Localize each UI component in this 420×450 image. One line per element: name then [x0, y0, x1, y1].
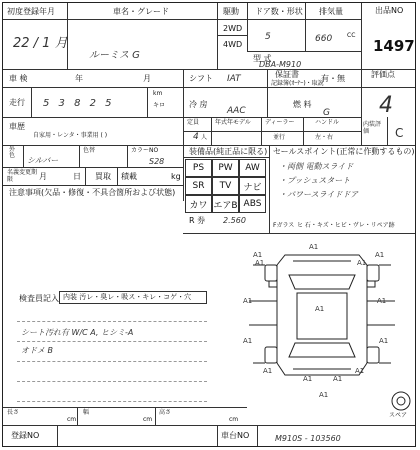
inspector-label: 検査員記入 [19, 294, 59, 303]
kg-label: kg [171, 172, 181, 181]
warranty-label: 保証書 [275, 70, 299, 79]
equipment-item: PS [185, 159, 212, 177]
damage-mark: A1 [355, 367, 365, 375]
reg-no-label: 登録NO [11, 431, 40, 440]
aircon-value: AAC [227, 106, 246, 116]
aircon-label: 冷 房 [189, 100, 208, 109]
length-label: 長さ [7, 409, 20, 416]
km-label-2: キロ [153, 102, 166, 109]
damage-mark: A1 [303, 375, 313, 383]
lot-label: 出品NO [375, 6, 404, 15]
damage-mark: A1 [309, 243, 319, 251]
model-label: 型 式 [253, 54, 272, 63]
shift-value: IAT [227, 74, 241, 84]
sales-point-2: ・プッシュスタート [279, 176, 351, 185]
history-options: 自家用・レンタ・事業用 ( ) [33, 132, 108, 139]
color-no-value: S28 [149, 157, 165, 166]
equipment-item: TV [212, 177, 239, 195]
handle-value: 左・右 [315, 134, 334, 141]
displacement-unit: CC [347, 32, 356, 39]
length-unit: cm [67, 416, 77, 423]
fglass-label: Fガラス [273, 222, 295, 229]
damage-mark: A1 [243, 337, 253, 345]
capacity-label: 定員 [187, 119, 200, 126]
damage-mark: A1 [243, 297, 253, 305]
r-ticket-label: R 券 [189, 216, 206, 225]
color-change-label: 色替 [83, 147, 96, 154]
rule [3, 425, 415, 426]
width-label: 幅 [83, 409, 90, 416]
dealer-value: 並行 [273, 134, 286, 141]
interior-label: 内装評価 [363, 121, 382, 136]
name-change-month: 月 [39, 172, 47, 181]
displacement-label: 排気量 [319, 7, 343, 16]
damage-mark: A1 [315, 305, 325, 313]
inspector-options: 内装 汚レ・臭レ・吸ス・キレ・コゲ・穴 [63, 293, 192, 301]
rule [155, 407, 156, 425]
model-value: DBA-M910 [259, 60, 302, 69]
rule [77, 407, 78, 425]
score-label: 評価点 [371, 70, 395, 79]
km-label: km [153, 90, 163, 97]
score-value: 4 [379, 93, 393, 118]
mileage-label: 走行 [9, 98, 25, 107]
damage-mark: A1 [379, 337, 389, 345]
equipment-item: SR [185, 177, 212, 195]
damage-mark: A1 [253, 251, 263, 259]
drive-2wd: 2WD [223, 24, 243, 33]
capacity-value: 4 [193, 132, 199, 142]
warranty-value: 有・無 [321, 74, 345, 83]
notes-label: 注意事項(欠品・修復・不具合箇所および状態) [9, 188, 176, 197]
damage-mark: A1 [375, 251, 385, 259]
loading-label: 積載 [121, 172, 137, 181]
equipment-item: カワ [185, 195, 212, 213]
sales-point-1: ・両側 電動スライド [279, 162, 354, 171]
first-reg-label: 初度登録年月 [7, 7, 55, 16]
height-label: 高さ [159, 409, 172, 416]
sales-point-3: ・パワースライドドア [279, 190, 359, 199]
name-change-day: 日 [73, 172, 81, 181]
fuel-label: 燃 料 [293, 100, 312, 109]
warranty-sub: 記録簿(ｵｰﾅｰ)・取説 [271, 80, 324, 87]
rule [3, 407, 247, 408]
equipment-item: ABS [239, 195, 266, 213]
equipment-item: エアB [212, 195, 239, 213]
payment-label: 買取 [95, 172, 111, 181]
equipment-item: AW [239, 159, 266, 177]
year-model-label: 年式年モデル [215, 119, 251, 126]
color-no-label: カラーNO [131, 147, 159, 154]
fglass-text: ヒ 石・キズ・ヒビ・ヴレ・リペア跡 [297, 222, 395, 229]
equipment-title: 装備品(純正品に限る) [189, 147, 268, 156]
interior-value: C [395, 126, 404, 140]
doors-value: 5 [265, 32, 271, 42]
fuel-value: G [323, 108, 330, 118]
outer-color-label: 外色 [9, 146, 16, 159]
equipment-item: PW [212, 159, 239, 177]
damage-mark: A1 [319, 391, 329, 399]
inspector-note-2: オドメ B [21, 346, 53, 355]
drive-label: 駆動 [223, 7, 239, 16]
shaken-month: 月 [143, 74, 151, 83]
capacity-unit: 人 [201, 134, 208, 141]
damage-mark: A1 [377, 297, 387, 305]
car-name-value: ルーミス G [89, 50, 140, 61]
damage-mark: A1 [333, 375, 343, 383]
width-unit: cm [143, 416, 153, 423]
mileage-value: 5 3 8 2 5 [43, 98, 115, 109]
dealer-label: ディーラー [265, 119, 295, 126]
rule [257, 425, 258, 446]
history-label: 車歴 [9, 122, 25, 131]
car-diagram [3, 3, 415, 446]
damage-mark: A1 [255, 259, 265, 267]
shift-label: シフト [189, 74, 213, 83]
shaken-year: 年 [75, 74, 83, 83]
first-reg-value: 22 / 1 月 [13, 36, 68, 51]
car-name-label: 車名・グレード [113, 7, 169, 16]
spare-label: スペア [389, 412, 408, 419]
damage-mark: A1 [357, 259, 367, 267]
rule [57, 425, 58, 446]
chassis-value: M910S - 103560 [275, 434, 341, 443]
displacement-value: 660 [315, 34, 333, 44]
sales-title: セールスポイント(正常に作動するもの) [273, 147, 415, 156]
lot-value: 1497 [373, 37, 415, 55]
outer-color-value: シルバー [27, 156, 59, 165]
chassis-label: 車台NO [221, 431, 250, 440]
equipment-item: ナビ [239, 177, 266, 195]
height-unit: cm [229, 416, 239, 423]
shaken-label: 車 検 [9, 74, 28, 83]
inspector-note-1: シート汚れ有 W/C A, ヒシミ-A [21, 328, 134, 337]
doors-label: ドア数・形状 [255, 7, 303, 16]
damage-mark: A1 [263, 367, 273, 375]
drive-4wd: 4WD [223, 40, 243, 49]
rule [217, 425, 218, 446]
handle-label: ハンドル [315, 119, 340, 126]
auction-sheet [2, 2, 416, 447]
r-ticket-value: 2.560 [223, 216, 246, 225]
name-change-label: 名義変更期限 [7, 169, 38, 184]
